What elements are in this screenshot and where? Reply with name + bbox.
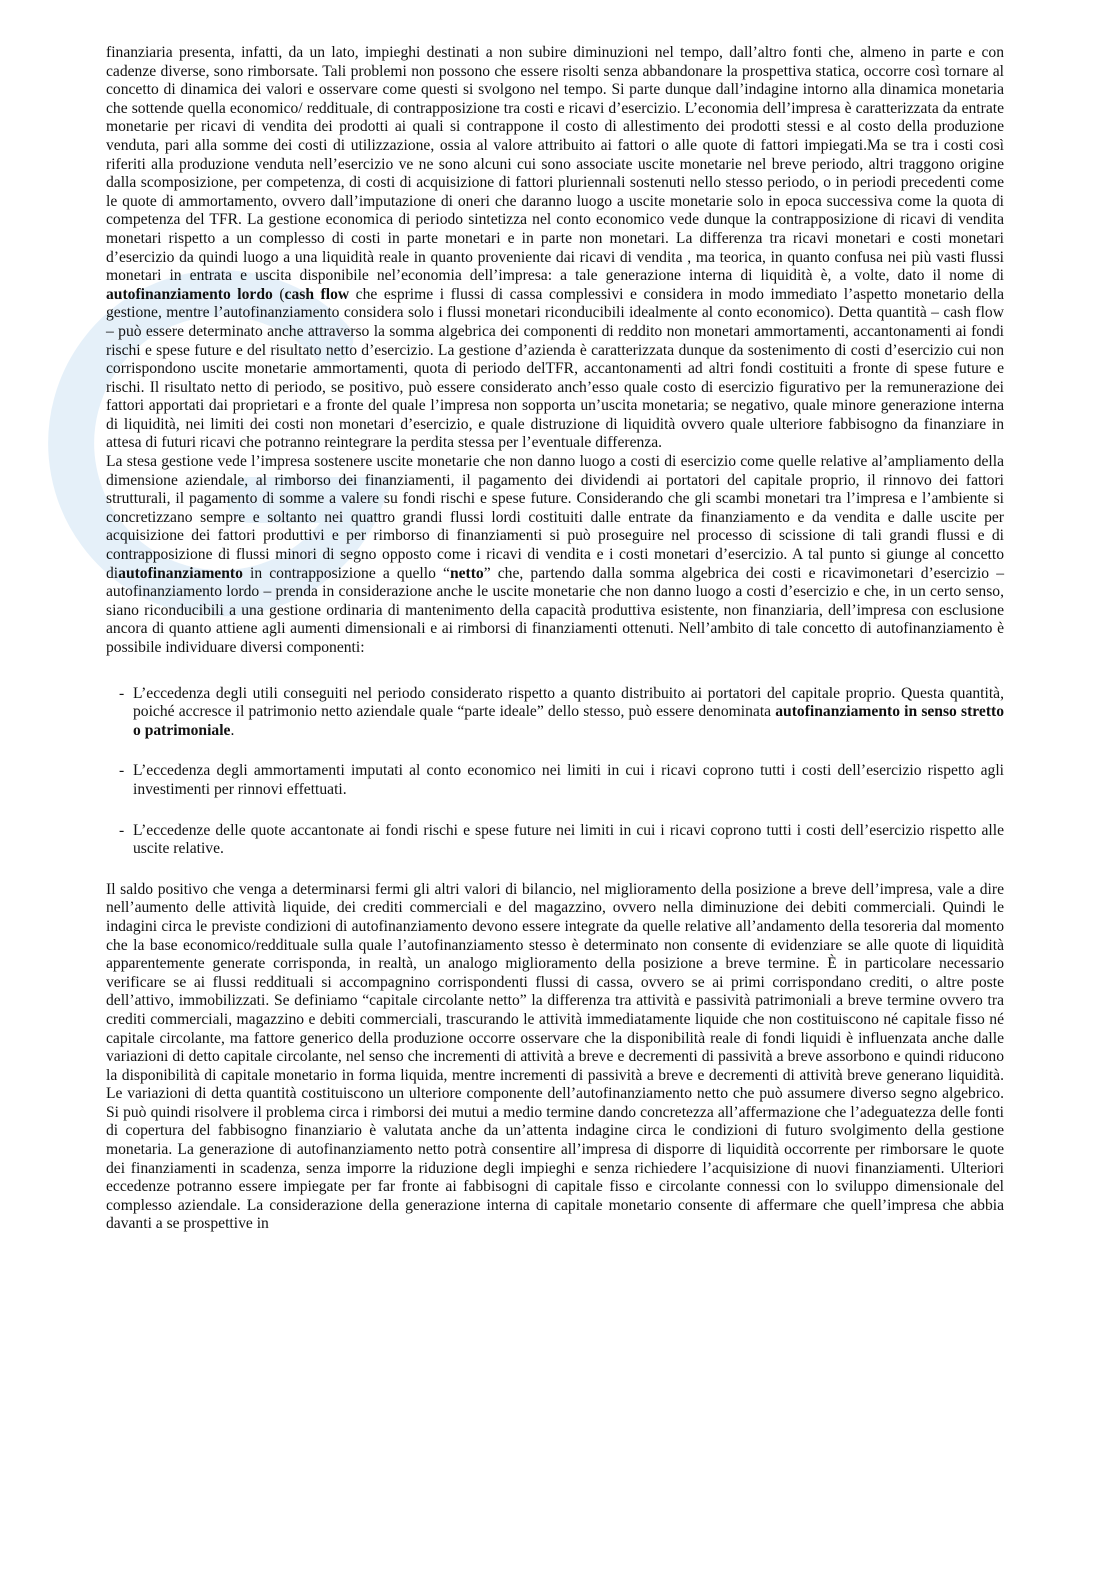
list-item [119, 762, 1004, 799]
paragraph-2-text-a: La stesa gestione vede l’impresa sostenere uscite monetarie che non danno luogo a costi di esercizio come quelle relative al’ampliamento della dimensione aziendale, al rimborso dei finanziamenti, il pagamento dei dividendi ai portatori del capitale proprio, il rinnovo dei fattori strutturali, il pagamento di somme a valere su fondi rischi e spese future. Considerando che gli scambi monetari tra l’impresa e l’ambiente si concretizzano sempre e soltanto nei quattro grandi flussi lordi costituiti dalle entrate da finanziamento e da vendita e dalle uscite per acquisizione dei fattori produttivi e per rimborso di finanziamenti si può proseguire nel processo di scissione di tali grandi flussi e di contrapposizione di flussi minori di segno opposto come i ricavi di vendita e i costi monetari d’esercizio. A tal punto si giunge al concetto di [106, 453, 1004, 582]
paragraph-1-text-b: ( [272, 285, 285, 303]
paragraph-1 [106, 44, 1004, 453]
bold-term-autofinanziamento: autofinanziamento [118, 564, 243, 582]
bold-term-autofinanziamento-lordo: autofinanziamento lordo [106, 285, 273, 303]
paragraph-2-text-c: ” che, partendo dalla somma algebrica dei costi e ricavimonetari d’esercizio – autofinanziamento lordo – prenda in considerazione anche le uscite monetarie che non danno luogo a costi d’esercizio e che, in un certo senso, siano riconducibili a una gestione ordinaria di mantenimento della capacità produttiva esistente, non finanziaria, dell’impresa con esclusione ancora di quanto attiene agli aumenti dimensionali e ai rimborsi di finanziamenti ottenuti. Nell’ambito di tale concetto di autofinanziamento è possibile individuare diversi componenti: [106, 564, 1005, 656]
bold-term-cash-flow: cash flow [284, 285, 350, 303]
list-item-text: L’eccedenza degli ammortamenti imputati al conto economico nei limiti in cui i ricavi coprono tutti i costi dell’esercizio rispetto agli investimenti per rinnovi effettuati. [133, 762, 1004, 798]
paragraph-1-text-c: che esprime i flussi di cassa complessivi e considera in modo immediato l’aspetto monetario della gestione, mentre l’autofinanziamento considera solo i flussi monetari riconducibili idealmente al conto economico). Detta quantità – cash flow – può essere determinato anche attraverso la somma algebrica dei componenti di reddito non monetari ammortamenti, accantonamenti ai fondi rischi e spese future e del risultato netto d’esercizio. La gestione d’azienda è caratterizzata dunque da sostenimento di costi d’esercizio cui non corrispondono uscite monetarie ammortamenti, quota di periodo delTFR, accantonamenti ad altri fondi costituiti a fronte di spese future e rischi. Il risultato netto di periodo, se positivo, può essere considerato anch’esso quale costo di esercizio figurativo per la remunerazione dei fattori apportati dai proprietari e a fronte del quale l’impresa non sopporta un’uscita monetaria; se negativo, quale minore generazione interna di liquidità, nei limiti dei costi non monetari d’esercizio, e quale distruzione di liquidità ovvero quale ulteriore fabbisogno da finanziare in attesa di futuri ricavi che potranno reintegrare la perdita stessa per l’eventuale differenza. [106, 285, 1005, 452]
document-page [106, 44, 1004, 1234]
list-dash: - [119, 762, 125, 780]
bold-term-netto: netto [449, 564, 484, 582]
list-item-text: L’eccedenza degli utili conseguiti nel periodo considerato rispetto a quanto distribuito ai portatori del capitale proprio. Questa quantità, poiché accresce il patrimonio netto aziendale quale “parte ideale” dello stesso, può essere denominata [133, 684, 1004, 721]
list-item [119, 684, 1005, 741]
list-item-text: L’eccedenze delle quote accantonate ai fondi rischi e spese future nei limiti in cui i ricavi coprono tutti i costi dell’esercizio rispetto alle uscite relative. [133, 821, 1004, 858]
paragraph-1-text-a: finanziaria presenta, infatti, da un lato, impieghi destinati a non subire diminuzioni nel tempo, dall’altro fonti che, almeno in parte e con cadenze diverse, sono rimborsate. Tali problemi non possono che essere risolti senza abbandonare la prospettiva statica, occorre così tornare al concetto di dinamica dei valori e osservare come questi si svolgono nel tempo. Si parte dunque dall’indagine intorno alla dinamica monetaria che sottende quella economico/ reddituale, di contrapposizione tra costi e ricavi d’esercizio. L’economia dell’impresa è caratterizzata da entrate monetarie per ricavi di vendita dei prodotti ai quali si contrappone il costo di allestimento dei prodotti stessi e al costo della produzione venduta, pari alla somme dei costi di utilizzazione, ossia al valore attribuito ai fattori o alle quote di fattori impiegati.Ma se tra i costi così riferiti alla produzione venduta nell’esercizio ve ne sono alcuni cui sono associate uscite monetarie nel breve periodo, altri traggono origine dalla scomposizione, per competenza, di costi di acquisizione di fattori pluriennali sostenuti nello stesso periodo, o in periodi precedenti come le quote di ammortamento, ovvero dall’imputazione di oneri che daranno luogo a uscite monetarie solo in epoca successiva come la quota di competenza del TFR. La gestione economica di periodo sintetizza nel conto economico vede dunque la contrapposizione di ricavi di vendita monetari rispetto a un complesso di costi in parte monetari e in parte non monetari. La differenza tra ricavi monetari e costi monetari d’esercizio da quindi luogo a una liquidità reale in quanto proveniente dai ricavi di vendita , ma teorica, in quanto confusa nei più vasti flussi monetari in entrata e uscita disponibile nel’economia dell’impresa: a tale generazione interna di liquidità è, a volte, dato il nome di [106, 44, 1004, 285]
list-dash: - [119, 821, 125, 839]
list-item-text-end: . [230, 721, 235, 739]
paragraph-2 [106, 453, 1004, 658]
list-dash: - [119, 684, 125, 702]
paragraph-3: Il saldo positivo che venga a determinarsi fermi gli altri valori di bilancio, nel miglioramento della posizione a breve dell’impresa, vale a dire nell’aumento delle attività liquide, dei crediti commerciali e del magazzino, ovvero nella diminuzione dei debiti commerciali. Quindi le indagini circa le previste condizioni di autofinanziamento devono essere integrate da quelle relative all’andamento della tesoreria dal momento che la base economico/reddituale sulla quale l’autofinanziamento stesso è determinato non consente di evidenziare se alle quote di liquidità apparentemente generate corrisponda, in realtà, un analogo miglioramento della posizione a breve termine. È in particolare necessario verificare se ai flussi reddituali si accompagnino corrispondenti flussi di cassa, ovvero se ai primi corrispondano crediti, o altre poste dell’attivo, immobilizzati. Se definiamo “capitale circolante netto” la differenza tra attività e passività patrimoniali a breve termine ovvero tra crediti commerciali, magazzino e debiti commerciali, trascurando le attività immediatamente liquide che non costituiscono né capitale fisso né capitale circolante, ma fattore generico della produzione occorre osservare che la disponibilità reale di fondi liquidi è influenzata anche dalle variazioni di detto capitale circolante, nel senso che incrementi di attività a breve e decrementi di passività a breve assorbono e quindi riducono la disponibilità di capitale monetario in forma liquida, mentre incrementi di passività a breve e decrementi di attività breve generano liquidità. Le variazioni di detta quantità costituiscono un ulteriore componente dell’autofinanziamento netto che può assumere diverso segno algebrico. Si può quindi risolvere il problema circa i rimborsi dei mutui a medio termine dando concretezza all’affermazione che l’adeguatezza delle fonti di copertura del fabbisogno finanziario è valutata anche da un’attenta indagine circa le condizioni di futuro svolgimento della gestione monetaria. La generazione di autofinanziamento netto potrà consentire all’impresa di disporre di liquidità occorrente per rimborsare le quote dei finanziamenti in scadenza, senza imporre la riduzione degli impieghi e senza richiedere l’acquisizione di nuovi finanziamenti. Ulteriori eccedenze potranno essere impiegate per far fronte ai fabbisogni di capitale fisso e circolante connessi con lo sviluppo dimensionale del complesso aziendale. La considerazione della generazione interna di capitale monetario consente di affermare che quell’impresa che abbia davanti a se prospettive in [106, 880, 1004, 1233]
list-item [119, 821, 1004, 859]
components-list [106, 685, 1004, 859]
paragraph-2-text-b: in contrapposizione a quello “ [242, 564, 450, 582]
bold-term-autofinanziamento-patrimoniale: autofinanziamento in senso stretto o patrimoniale [133, 703, 1005, 739]
